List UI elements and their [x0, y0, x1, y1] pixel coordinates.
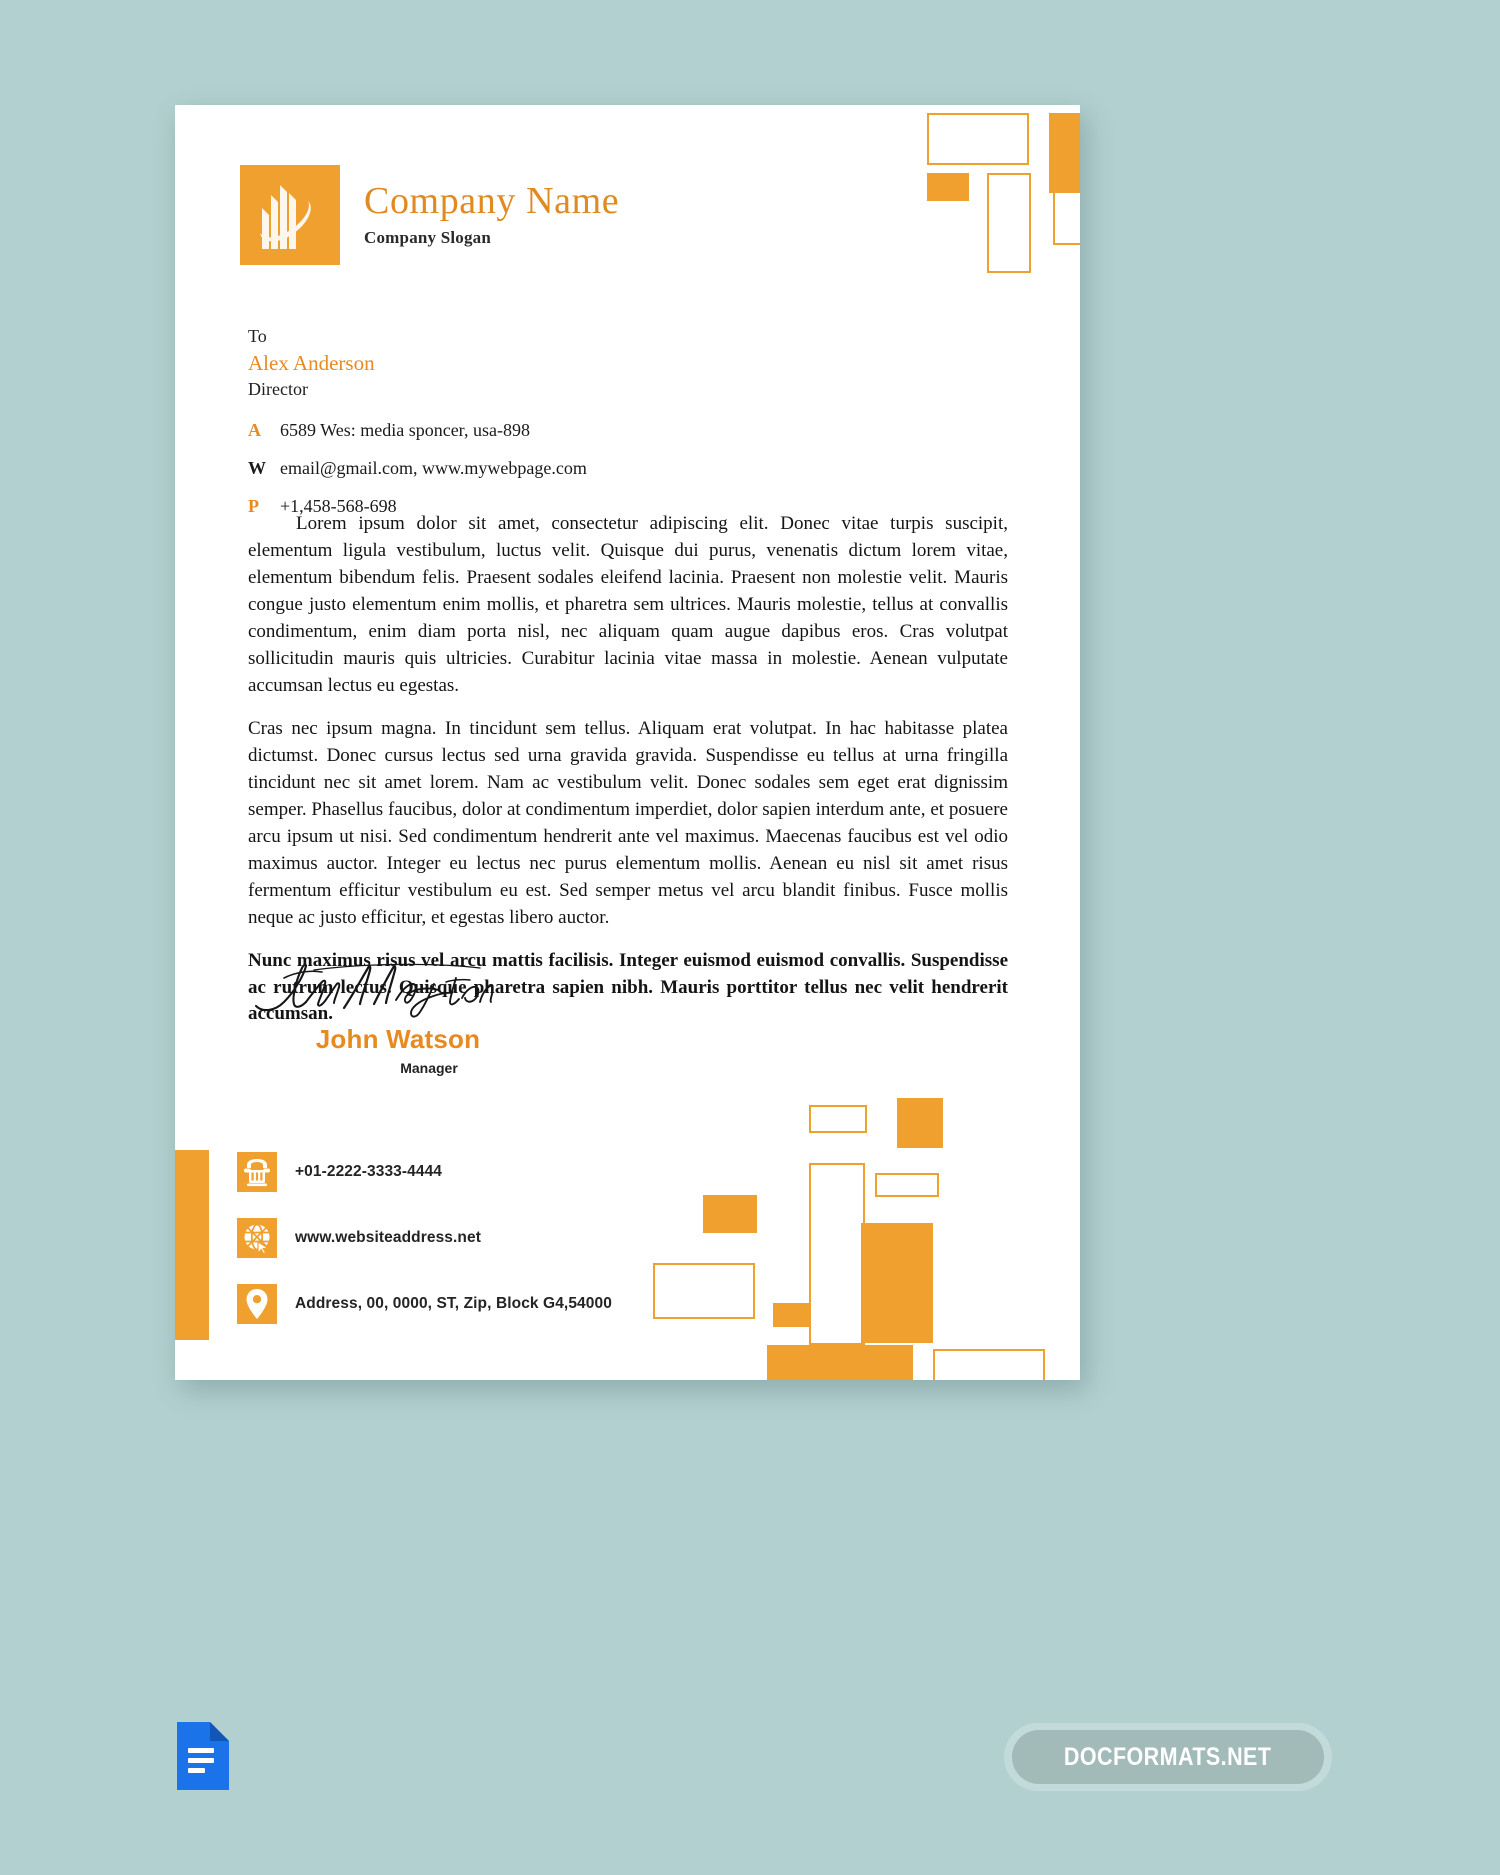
company-logo: [240, 165, 340, 265]
letterhead-header: [240, 165, 619, 265]
deco-rect-br-5: [861, 1223, 933, 1343]
deco-rect-tr-4: [987, 173, 1031, 273]
footer-website-text: www.websiteaddress.net: [295, 1229, 481, 1246]
signature-block: [248, 960, 548, 1076]
google-docs-icon[interactable]: [177, 1722, 229, 1790]
contact-key-p: P: [248, 495, 259, 516]
contact-value-phone: +1,458-568-698: [280, 495, 397, 516]
footer-row-phone: [237, 1152, 612, 1192]
docformats-badge-inner: [1012, 1730, 1324, 1784]
deco-rect-br-8: [773, 1303, 811, 1327]
globe-web-icon: [237, 1218, 277, 1258]
deco-rect-br-6: [703, 1195, 757, 1233]
contact-line-web: [248, 458, 587, 479]
contact-key-w: W: [248, 457, 266, 478]
recipient-role: Director: [248, 379, 308, 400]
contact-line-address: [248, 420, 587, 441]
deco-rect-br-1: [809, 1105, 867, 1133]
to-label: To: [248, 326, 267, 346]
footer-contacts: [237, 1152, 612, 1350]
deco-rect-br-2: [897, 1098, 943, 1148]
body-paragraph-1: Lorem ipsum dolor sit amet, consectetur adipiscing elit. Donec vitae turpis suscipit, elementum ligula vestibulum, luctus velit. Quisque dui purus, venenatis dictum lorem vitae, elementum bibendum felis. Praesent sodales eleifend lacinia. Praesent non molestie velit. Mauris congue justo elementum enim mollis, et pharetra sem ultrices. Mauris molestie, tellus at convallis condimentum, enim diam porta nisl, nec aliquam quam augue dapibus eros. Cras volutpat sollicitudin mauris quis ultricies. Curabitur lacinia vitae massa in molestie. Aenean vulputate accumsan lectus eu egestas.: [248, 513, 1008, 696]
footer-row-address: [237, 1284, 612, 1324]
letter-body: [248, 511, 1008, 1028]
body-paragraph-2: Cras nec ipsum magna. In tincidunt sem tellus. Aliquam erat volutpat. In hac habitasse platea dictumst. Donec cursus lectus sed urna gravida gravida. Suspendisse eu tellus at urna fringilla tincidunt nec sit amet lorem. Nam ac vestibulum velit. Donec sodales sem eget erat dignissim semper. Phasellus faucibus, dolor at condimentum imperdiet, dolor sapien interdum ante, et posuere arcu ipsum ut nisi. Sed condimentum hendrerit ante vel maximus. Maecenas faucibus est vel odio maximus auctor. Integer eu lectus nec purus elementum mollis. Aenean eu nisl sit amet risus fermentum efficitur vestibulum eu est. Sed semper metus vel arcu blandit finibus. Fusce mollis neque ac justo efficitur, et egestas libero auctor.: [248, 717, 1008, 928]
deco-rect-br-10: [933, 1349, 1045, 1380]
body-paragraph-3: Nunc maximus risus vel arcu mattis facilisis. Integer euismod euismod convallis. Suspendisse ac rutrum lectus. Quisque pharetra sapien nibh. Mauris porttitor tellus nec velit hendrerit accumsan.: [248, 949, 1008, 1025]
company-name: Company Name: [364, 179, 620, 222]
deco-rect-br-3: [809, 1163, 865, 1345]
docformats-badge-text: DOCFORMATS.NET: [1064, 1742, 1272, 1771]
telephone-icon: [237, 1152, 277, 1192]
footer-phone-text: +01-2222-3333-4444: [295, 1163, 443, 1180]
signer-role: Manager: [400, 1060, 458, 1076]
deco-rect-br-7: [653, 1263, 755, 1319]
footer-accent-bar: [175, 1150, 209, 1340]
deco-rect-tr-3: [927, 173, 969, 201]
footer-row-website: [237, 1218, 612, 1258]
recipient-block: [248, 323, 587, 517]
signer-name: John Watson: [315, 1024, 481, 1054]
company-slogan: Company Slogan: [364, 228, 492, 248]
contact-value-web: email@gmail.com, www.mywebpage.com: [280, 457, 587, 478]
deco-rect-tr-2: [1049, 113, 1080, 193]
handwritten-signature-icon: [248, 960, 548, 1022]
deco-rect-br-4: [875, 1173, 939, 1197]
footer-address-text: Address, 00, 0000, ST, Zip, Block G4,54000: [295, 1295, 612, 1312]
contact-value-address: 6589 Wes: media sponcer, usa-898: [280, 419, 530, 440]
recipient-name: Alex Anderson: [248, 351, 375, 376]
contact-key-a: A: [248, 419, 261, 440]
deco-rect-tr-1: [927, 113, 1029, 165]
letterhead-page: [175, 105, 1080, 1380]
brand-text-block: [364, 179, 620, 249]
location-pin-icon: [237, 1284, 277, 1324]
deco-rect-br-9: [767, 1345, 913, 1380]
docformats-badge: [1004, 1723, 1332, 1791]
deco-rect-tr-5: [1053, 187, 1080, 245]
